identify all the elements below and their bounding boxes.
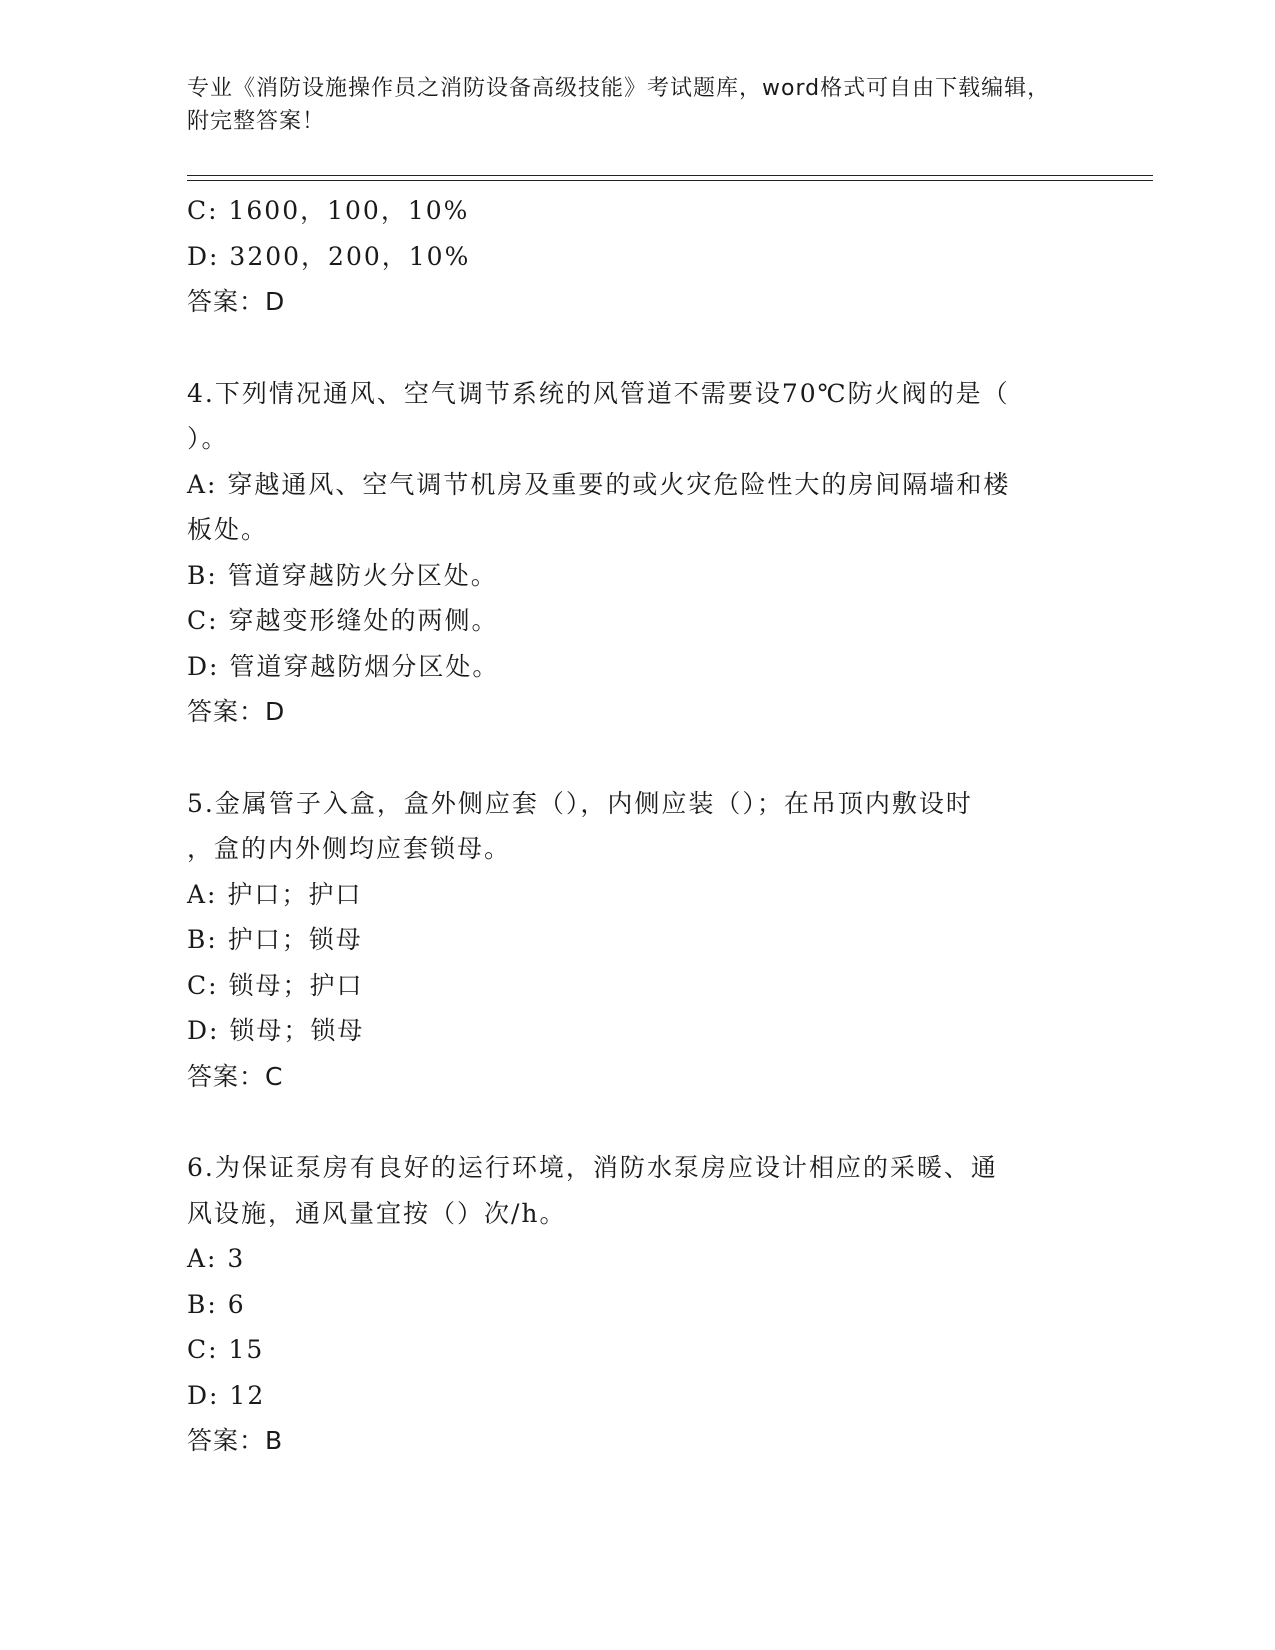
question-5 bbox=[187, 781, 1087, 1100]
option-b: B: 6 bbox=[187, 1289, 246, 1319]
option-d: D: 12 bbox=[187, 1380, 266, 1410]
question-stem: 4.下列情况通风、空气调节系统的风管道不需要设70℃防火阀的是（ bbox=[187, 378, 1010, 408]
question-4 bbox=[187, 371, 1087, 735]
answer: 答案：D bbox=[187, 287, 286, 316]
question-stem: 6.为保证泵房有良好的运行环境，消防水泵房应设计相应的采暖、通 bbox=[187, 1153, 998, 1182]
header-divider-top bbox=[187, 175, 1153, 176]
question-stem: 5.金属管子入盒，盒外侧应套（），内侧应装（）；在吊顶内敷设时 bbox=[187, 788, 973, 818]
question-stem-continued: ）。 bbox=[187, 424, 229, 453]
question-stem-continued: ，盒的内外侧均应套锁母。 bbox=[187, 834, 512, 863]
option-c: C: 15 bbox=[187, 1335, 265, 1364]
option-d: D: 锁母；锁母 bbox=[187, 1016, 365, 1045]
answer: 答案：B bbox=[187, 1426, 284, 1455]
question-3-tail bbox=[187, 188, 1087, 325]
option-d: D: 管道穿越防烟分区处。 bbox=[187, 651, 500, 681]
option-a: A: 3 bbox=[187, 1244, 246, 1273]
answer: 答案：C bbox=[187, 1061, 284, 1091]
option-a: A: 穿越通风、空气调节机房及重要的或火灾危险性大的房间隔墙和楼 bbox=[187, 469, 1011, 499]
option-c: C: 穿越变形缝处的两侧。 bbox=[187, 606, 499, 635]
option-b: B: 护口；锁母 bbox=[187, 925, 363, 954]
option-a: A: 护口；护口 bbox=[187, 879, 363, 909]
document-header: 专业《消防设施操作员之消防设备高级技能》考试题库，word格式可自由下载编辑，附完整答案！ bbox=[187, 76, 1051, 134]
answer: 答案：D bbox=[187, 697, 286, 726]
option-b: B: 管道穿越防火分区处。 bbox=[187, 560, 498, 590]
option-a-continued: 板处。 bbox=[187, 515, 269, 544]
option-c: C: 锁母；护口 bbox=[187, 970, 364, 1000]
option-c: C: 1600，100，10% bbox=[187, 196, 470, 225]
header-divider-bottom bbox=[187, 180, 1153, 181]
question-stem-continued: 风设施，通风量宜按（）次/h。 bbox=[187, 1198, 567, 1228]
question-6 bbox=[187, 1145, 1087, 1464]
option-d: D: 3200，200，10% bbox=[187, 241, 471, 271]
question-list bbox=[187, 188, 1087, 1464]
